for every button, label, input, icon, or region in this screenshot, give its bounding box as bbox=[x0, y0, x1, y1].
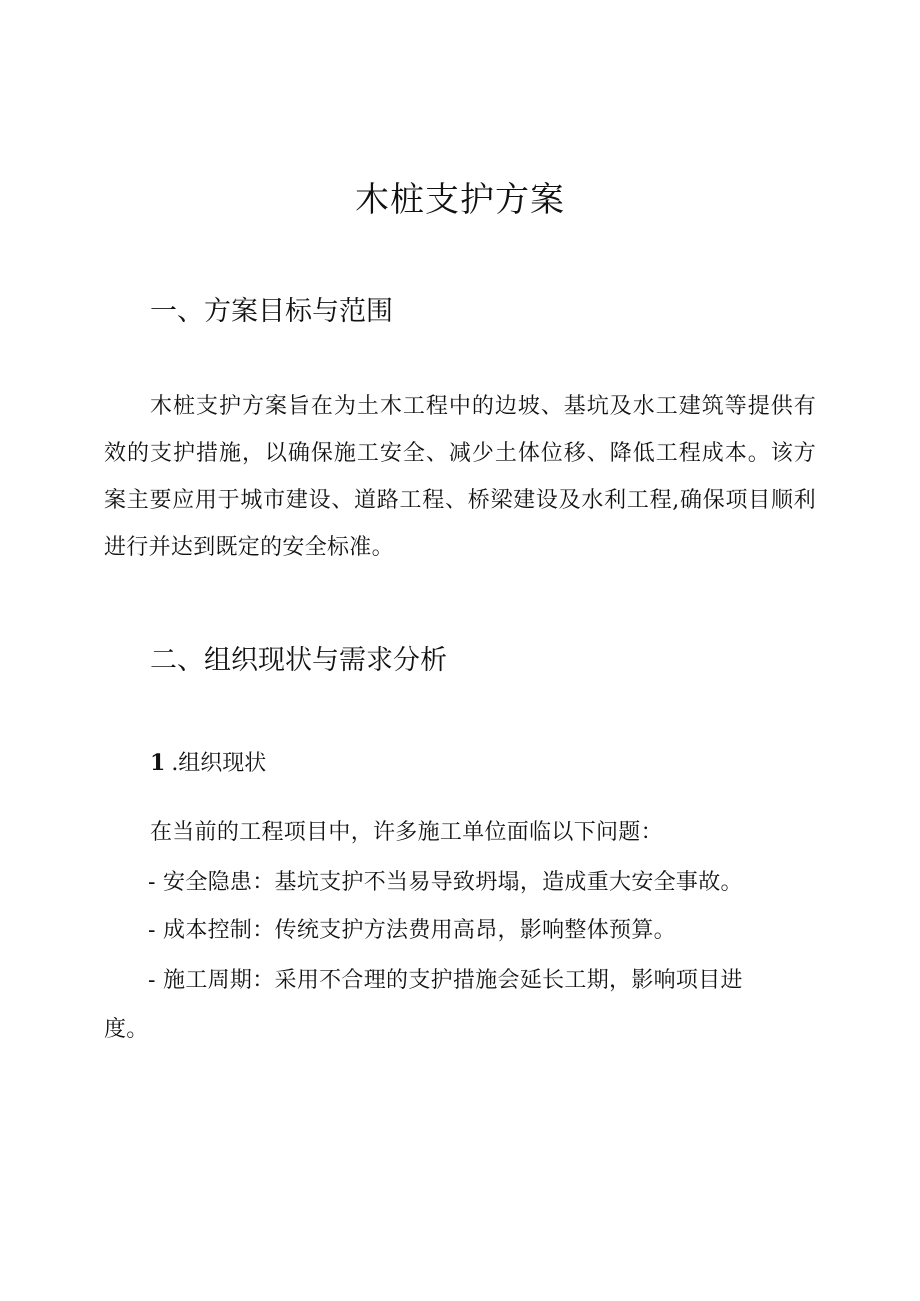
section-2-intro: 在当前的工程项目中，许多施工单位面临以下问题： bbox=[150, 820, 663, 845]
section-1-paragraph: 木桩支护方案旨在为土木工程中的边坡、基坑及水工建筑等提供有效的支护措施，以确保施工安全、减少土体位移、降低工程成本。该方案主要应用于城市建设、道路工程、桥梁建设及水利工程,确保项目顺利进行并达到既定的安全标准。 bbox=[104, 394, 816, 560]
document-title: 木桩支护方案 bbox=[355, 180, 565, 220]
list-item-schedule-continuation: 度。 bbox=[104, 1017, 149, 1042]
list-item-schedule: - 施工周期：采用不合理的支护措施会延长工期，影响项目进 bbox=[148, 968, 743, 993]
subsection-label: .组织现状 bbox=[171, 751, 267, 776]
subsection-number: 1 bbox=[150, 750, 166, 776]
subsection-heading bbox=[150, 748, 266, 779]
section-heading-2: 二、组织现状与需求分析 bbox=[150, 645, 447, 676]
section-heading-1: 一、方案目标与范围 bbox=[150, 296, 393, 327]
list-item-cost: - 成本控制：传统支护方法费用高昂，影响整体预算。 bbox=[148, 918, 676, 943]
list-item-safety: - 安全隐患：基坑支护不当易导致坍塌，造成重大安全事故。 bbox=[148, 870, 743, 895]
